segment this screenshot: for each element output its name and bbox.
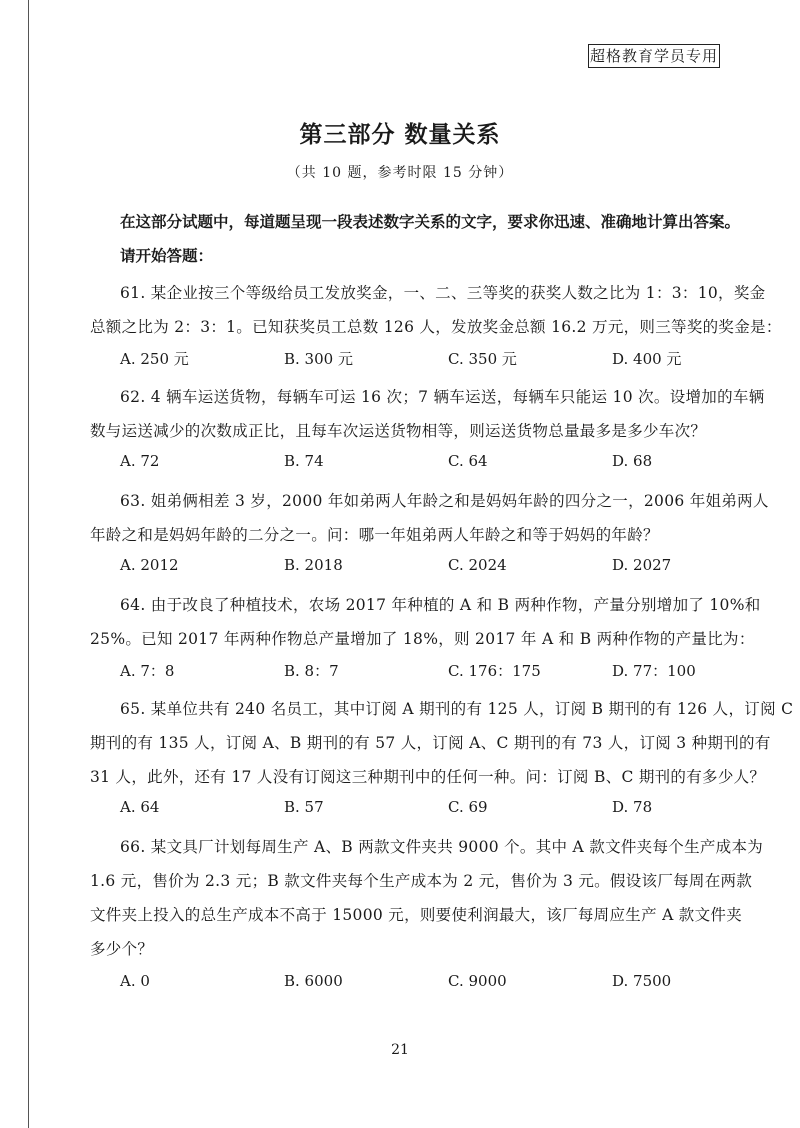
option-d: D. 2027 (612, 556, 672, 574)
option-a: A. 2012 (120, 556, 179, 574)
question-text: 文件夹上投入的总生产成本不高于 15000 元，则要使利润最大，该厂每周应生产 A 款文件夹 (90, 906, 743, 924)
option-c: C. 69 (448, 798, 488, 816)
option-c: C. 9000 (448, 972, 507, 990)
option-c: C. 64 (448, 452, 488, 470)
option-a: A. 72 (120, 452, 160, 470)
page-number: 21 (391, 1042, 409, 1058)
option-b: B. 74 (284, 452, 324, 470)
option-a: A. 250 元 (120, 350, 189, 368)
option-d: D. 400 元 (612, 350, 682, 368)
section-title: 第三部分 数量关系 (299, 122, 501, 148)
instructions-line-2: 请开始答题： (120, 247, 214, 265)
question-text: 年龄之和是妈妈年龄的二分之一。问：哪一年姐弟两人年龄之和等于妈妈的年龄？ (90, 526, 659, 544)
option-a: A. 7：8 (120, 662, 175, 680)
option-c: C. 176：175 (448, 662, 541, 680)
question-text: 65. 某单位共有 240 名员工，其中订阅 A 期刊的有 125 人，订阅 B 期刊的有 126 人，订阅 C (120, 700, 794, 718)
option-b: B. 2018 (284, 556, 343, 574)
question-text: 总额之比为 2：3：1。已知获奖员工总数 126 人，发放奖金总额 16.2 万元，则三等奖的奖金是： (90, 318, 782, 336)
question-text: 31 人，此外，还有 17 人没有订阅这三种期刊中的任何一种。问：订阅 B、C 期刊的有多少人？ (90, 768, 766, 786)
question-text: 63. 姐弟俩相差 3 岁，2000 年如弟两人年龄之和是妈妈年龄的四分之一，2006 年姐弟两人 (120, 492, 769, 510)
option-d: D. 7500 (612, 972, 672, 990)
option-b: B. 57 (284, 798, 324, 816)
question-text: 1.6 元，售价为 2.3 元；B 款文件夹每个生产成本为 2 元，售价为 3 元。假设该厂每周在两款 (90, 872, 753, 890)
option-a: A. 64 (120, 798, 160, 816)
question-text: 66. 某文具厂计划每周生产 A、B 两款文件夹共 9000 个。其中 A 款文件夹每个生产成本为 (120, 838, 764, 856)
option-b: B. 300 元 (284, 350, 353, 368)
question-text: 61. 某企业按三个等级给员工发放奖金，一、二、三等奖的获奖人数之比为 1：3：10，奖金 (120, 284, 766, 302)
option-b: B. 6000 (284, 972, 343, 990)
question-text: 期刊的有 135 人，订阅 A、B 期刊的有 57 人，订阅 A、C 期刊的有 73 人，订阅 3 种期刊的有 (90, 734, 771, 752)
question-text: 64. 由于改良了种植技术，农场 2017 年种植的 A 和 B 两种作物，产量分别增加了 10%和 (120, 596, 761, 614)
section-subtitle: （共 10 题，参考时限 15 分钟） (286, 165, 514, 181)
option-d: D. 68 (612, 452, 653, 470)
question-text: 25%。已知 2017 年两种作物总产量增加了 18%，则 2017 年 A 和 B 两种作物的产量比为： (90, 630, 755, 648)
option-d: D. 78 (612, 798, 653, 816)
option-b: B. 8：7 (284, 662, 339, 680)
option-c: C. 2024 (448, 556, 507, 574)
question-text: 数与运送减少的次数成正比，且每车次运送货物相等，则运送货物总量最多是多少车次？ (90, 422, 707, 440)
question-text: 多少个？ (90, 940, 154, 958)
question-text: 62. 4 辆车运送货物，每辆车可运 16 次；7 辆车运送，每辆车只能运 10 次。设增加的车辆 (120, 388, 765, 406)
option-c: C. 350 元 (448, 350, 517, 368)
header-tag: 超格教育学员专用 (588, 44, 720, 68)
option-d: D. 77：100 (612, 662, 696, 680)
option-a: A. 0 (120, 972, 150, 990)
instructions-line-1: 在这部分试题中，每道题呈现一段表述数字关系的文字，要求你迅速、准确地计算出答案。 (120, 213, 741, 231)
